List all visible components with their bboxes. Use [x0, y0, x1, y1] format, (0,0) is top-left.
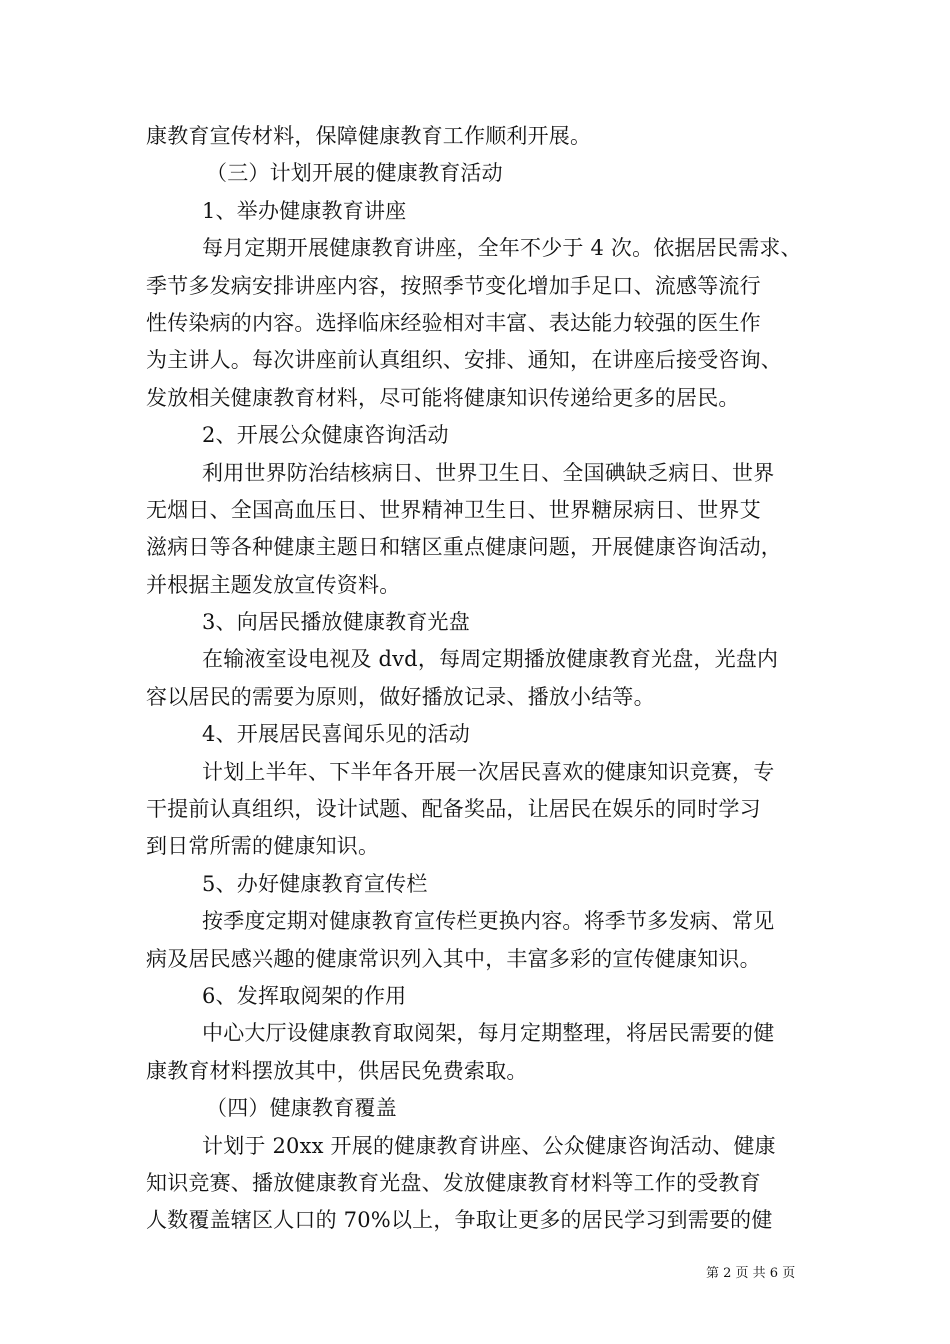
body-line: 干提前认真组织，设计试题、配备奖品，让居民在娱乐的同时学习 [146, 797, 761, 822]
body-line: 无烟日、全国高血压日、世界精神卫生日、世界糖尿病日、世界艾 [146, 497, 761, 522]
body-line: 中心大厅设健康教育取阅架，每月定期整理，将居民需要的健 [202, 1021, 775, 1046]
subsection-heading: 4、开展居民喜闻乐见的活动 [202, 722, 470, 747]
body-line: 病及居民感兴趣的健康常识列入其中，丰富多彩的宣传健康知识。 [146, 946, 761, 971]
body-line: 为主讲人。每次讲座前认真组织、安排、通知，在讲座后接受咨询、 [146, 348, 782, 373]
body-line: 性传染病的内容。选择临床经验相对丰富、表达能力较强的医生作 [146, 310, 761, 335]
page-number: 第 2 页 共 6 页 [706, 1266, 796, 1281]
body-line: 计划于 20xx 开展的健康教育讲座、公众健康咨询活动、健康 [202, 1133, 776, 1158]
body-line: 康教育宣传材料，保障健康教育工作顺利开展。 [146, 124, 592, 148]
body-line: 按季度定期对健康教育宣传栏更换内容。将季节多发病、常见 [202, 909, 775, 934]
body-line: 到日常所需的健康知识。 [146, 834, 380, 859]
body-line: 滋病日等各种健康主题日和辖区重点健康问题，开展健康咨询活动， [146, 535, 782, 560]
body-line: 计划上半年、下半年各开展一次居民喜欢的健康知识竞赛，专 [202, 759, 775, 784]
body-line: 每月定期开展健康教育讲座，全年不少于 4 次。依据居民需求、 [202, 236, 802, 261]
body-line: 知识竞赛、播放健康教育光盘、发放健康教育材料等工作的受教育 [146, 1170, 761, 1195]
body-line: 发放相关健康教育材料，尽可能将健康知识传递给更多的居民。 [146, 385, 740, 410]
body-line: 康教育材料摆放其中，供居民免费索取。 [146, 1058, 528, 1083]
document-body [146, 118, 836, 1240]
body-line: 在输液室设电视及 dvd，每周定期播放健康教育光盘，光盘内 [202, 647, 779, 672]
body-line: 并根据主题发放宣传资料。 [146, 572, 401, 597]
body-line: 季节多发病安排讲座内容，按照季节变化增加手足口、流感等流行 [146, 273, 761, 298]
body-line: 人数覆盖辖区人口的 70%以上，争取让更多的居民学习到需要的健 [146, 1208, 773, 1233]
body-line: 利用世界防治结核病日、世界卫生日、全国碘缺乏病日、世界 [202, 460, 775, 485]
subsection-heading: 6、发挥取阅架的作用 [202, 983, 407, 1008]
subsection-heading: 3、向居民播放健康教育光盘 [202, 610, 470, 635]
subsection-heading: 1、举办健康教育讲座 [202, 198, 407, 223]
subsection-heading: 2、开展公众健康咨询活动 [202, 423, 449, 448]
section-heading: （三）计划开展的健康教育活动 [206, 161, 503, 186]
subsection-heading: 5、办好健康教育宣传栏 [202, 871, 428, 896]
section-heading: （四）健康教育覆盖 [206, 1096, 397, 1121]
body-line: 容以居民的需要为原则，做好播放记录、播放小结等。 [146, 684, 655, 709]
